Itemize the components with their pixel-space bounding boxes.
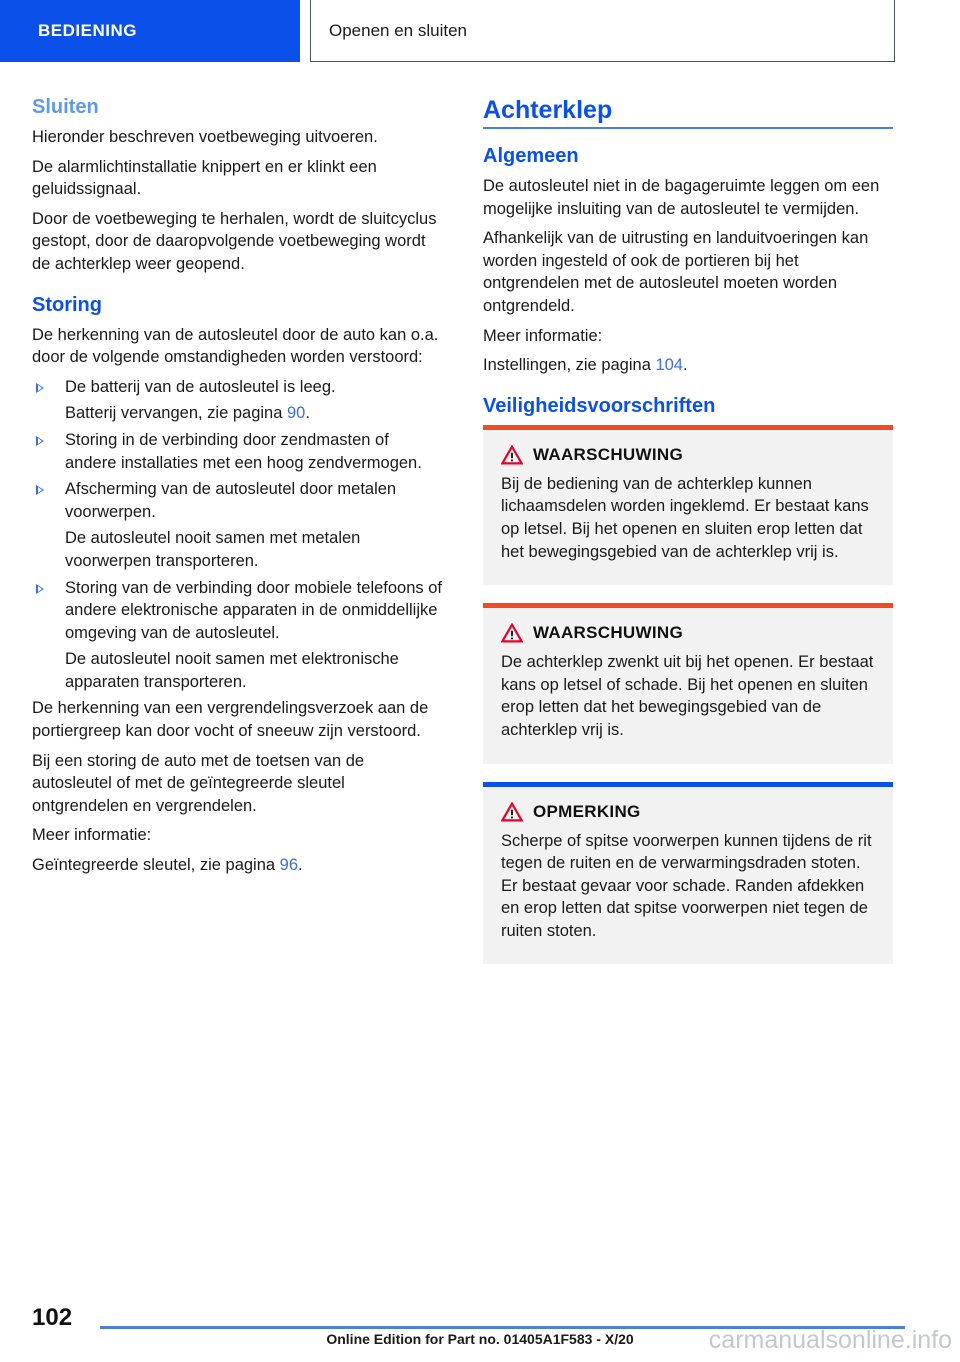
page-number: 102 — [32, 1304, 73, 1331]
paragraph-storing-5: De herkenning van een vergrendelingsverzoek aan de portiergreep kan door vocht of sneeuw zijn verstoord. — [32, 699, 429, 741]
warning-box-content — [483, 608, 893, 763]
left-column — [32, 96, 442, 884]
watermark-text: carmanualsonline.info — [708, 1326, 952, 1354]
page-reference-link[interactable]: 104 — [655, 356, 683, 375]
page-reference-link[interactable]: 96 — [279, 856, 299, 875]
warning-box — [483, 603, 893, 763]
triangle-bullet-icon — [36, 383, 44, 393]
right-column — [483, 96, 893, 982]
list-item-subtext: De autosleutel nooit samen met elektronische apparaten transporteren. — [65, 650, 399, 691]
list-item-subtext — [65, 402, 442, 425]
paragraph-sluiten-2: De alarmlichtinstallatie knippert en er klinkt een geluidssignaal. — [32, 157, 377, 199]
list-item-text: Storing van de verbinding door mobiele telefoons of andere elektronische apparaten in de onmiddellijke omgeving van de autosleutel. — [65, 578, 442, 642]
footer-edition-text: Online Edition for Part no. 01405A1F583 - X/20 — [326, 1331, 634, 1347]
list-item-text: De batterij van de autosleutel is leeg. — [65, 377, 336, 396]
warning-triangle-icon — [501, 623, 523, 643]
paragraph-instellingen-reference — [483, 354, 893, 377]
warning-box-title: WAARSCHUWING — [533, 444, 683, 464]
paragraph-storing-6: Bij een storing de auto met de toetsen van de autosleutel of met de geïntegreerde sleutel ontgrendelen en vergrendelen. — [32, 751, 365, 815]
warning-box-title-row — [501, 445, 875, 465]
heading-storing: Storing — [32, 293, 102, 316]
heading-sluiten: Sluiten — [32, 96, 99, 118]
list-item-text: Afscherming van de autosleutel door metalen voorwerpen. — [65, 480, 397, 521]
reference-suffix: . — [298, 856, 303, 875]
warning-box — [483, 425, 893, 585]
note-box-title: OPMERKING — [533, 801, 641, 821]
warning-triangle-icon — [501, 802, 523, 822]
paragraph-meer-informatie: Meer informatie: — [32, 826, 152, 845]
paragraph-algemeen-2: Afhankelijk van de uitrusting en landuitvoeringen kan worden ingesteld of ook de portieren bij het ontgrendelen met de autosleutel moeten worden ontgrendeld. — [483, 229, 869, 315]
warning-box-title: WAARSCHUWING — [533, 623, 683, 643]
warning-box-text: Bij de bediening van de achterklep kunnen lichaamsdelen worden ingeklemd. Er bestaat kans op letsel. Bij het openen en sluiten erop letten dat het bewegingsgebied van de achterklep vrij is. — [501, 474, 869, 561]
list-item-subtext: De autosleutel nooit samen met metalen voorwerpen transporteren. — [65, 529, 361, 570]
note-box-content — [483, 787, 893, 965]
triangle-bullet-icon — [36, 436, 44, 446]
note-box — [483, 782, 893, 965]
triangle-bullet-icon — [36, 584, 44, 594]
list-item-text: Storing in de verbinding door zendmasten of andere installaties met een hoog zendvermogen. — [65, 430, 422, 472]
header-section-label: Openen en sluiten — [329, 20, 467, 40]
list-item-subtext-suffix: . — [305, 404, 310, 423]
page-header — [0, 0, 960, 72]
storing-bullet-list — [32, 376, 442, 694]
list-item — [32, 577, 442, 694]
paragraph-storing-intro: De herkenning van de autosleutel door de auto kan o.a. door de volgende omstandigheden worden verstoord: — [32, 325, 439, 367]
page-reference-link[interactable]: 90 — [286, 404, 306, 423]
header-section-box — [310, 0, 895, 62]
note-box-text: Scherpe of spitse voorwerpen kunnen tijdens de rit tegen de ruiten en de verwarmingsdraden stoten. Er bestaat gevaar voor schade. Randen afdekken en erop letten dat spitse voorwerpen niet tegen de ruiten stoten. — [501, 831, 872, 940]
list-item — [32, 376, 442, 425]
warning-box-content — [483, 430, 893, 585]
paragraph-sluiten-3: Door de voetbeweging te herhalen, wordt de sluitcyclus gestopt, door de daaropvolgende voetbeweging wordt de achterklep weer geopend. — [32, 209, 437, 273]
list-item — [32, 478, 442, 572]
reference-prefix: Geïntegreerde sleutel, zie pagina — [32, 856, 280, 875]
heading-achterklep: Achterklep — [483, 96, 613, 124]
paragraph-sleutel-reference — [32, 854, 442, 877]
paragraph-meer-informatie: Meer informatie: — [483, 326, 603, 345]
warning-box-title-row — [501, 623, 875, 643]
header-chapter-box — [0, 0, 300, 62]
paragraph-algemeen-1: De autosleutel niet in de bagageruimte leggen om een mogelijke insluiting van de autosleutel te vermijden. — [483, 177, 880, 218]
list-item-subtext-prefix: Batterij vervangen, zie pagina — [65, 404, 287, 423]
note-box-title-row — [501, 802, 875, 822]
heading-algemeen: Algemeen — [483, 145, 579, 167]
triangle-bullet-icon — [36, 485, 44, 495]
list-item — [32, 429, 442, 474]
page-footer — [0, 1290, 960, 1362]
heading-achterklep-rule — [483, 127, 893, 129]
heading-veiligheidsvoorschriften: Veiligheidsvoorschriften — [483, 394, 716, 417]
warning-box-text: De achterklep zwenkt uit bij het openen. Er bestaat kans op letsel of schade. Bij het openen en sluiten erop letten dat het bewegingsgebied van de achterklep vrij is. — [501, 653, 874, 739]
paragraph-sluiten-1: Hieronder beschreven voetbeweging uitvoeren. — [32, 128, 378, 146]
reference-suffix: . — [682, 356, 688, 375]
reference-prefix: Instellingen, zie pagina — [483, 356, 656, 375]
header-chapter-label: BEDIENING — [38, 21, 137, 40]
warning-triangle-icon — [501, 445, 523, 465]
